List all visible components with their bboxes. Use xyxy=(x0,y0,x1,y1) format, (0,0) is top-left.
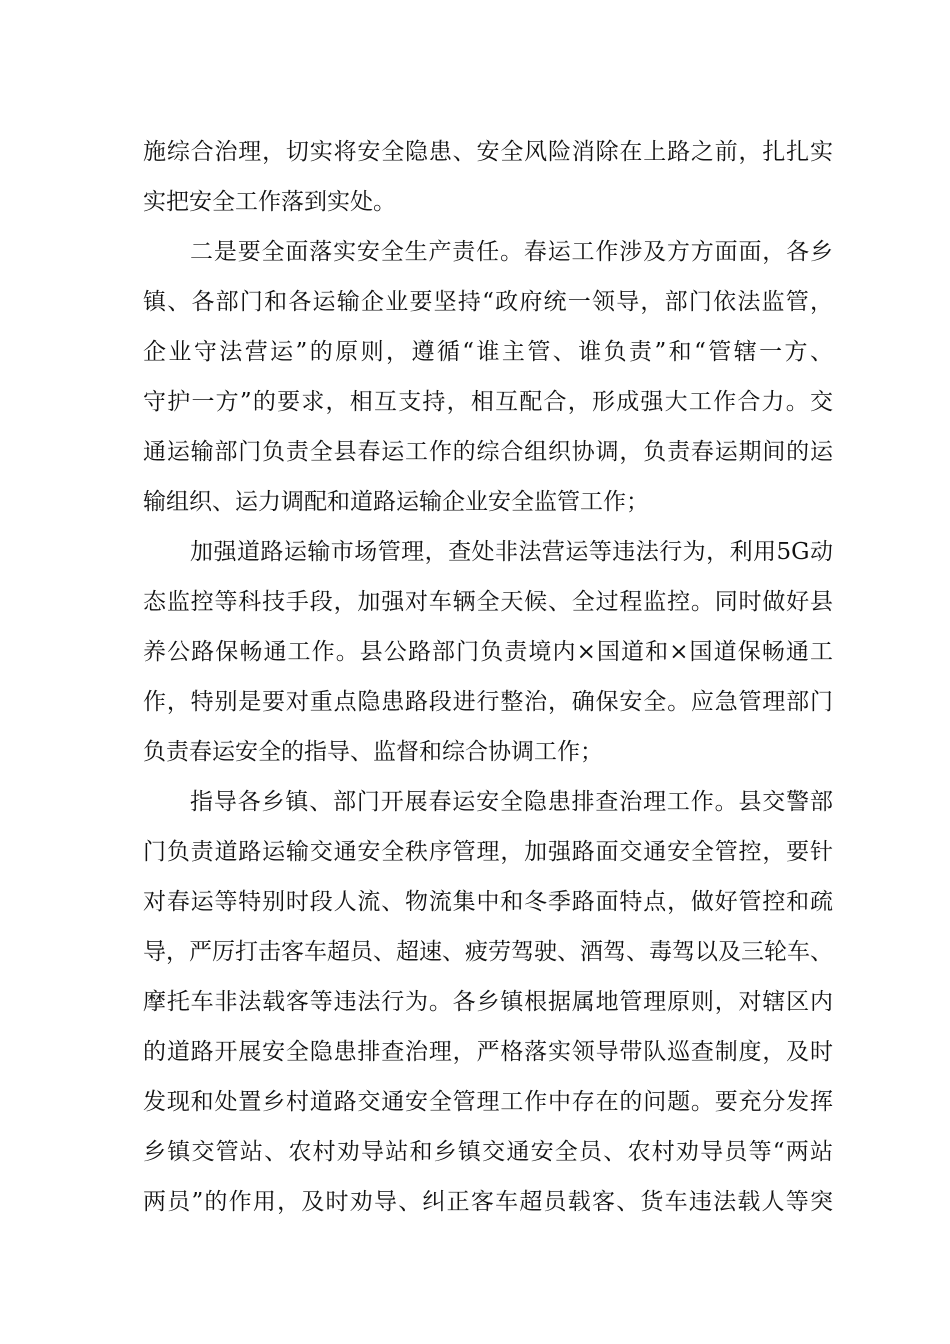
text-line: 的道路开展安全隐患排查治理，严格落实领导带队巡查制度，及时 xyxy=(143,1039,833,1065)
paragraph-first-line: 二是要全面落实安全生产责任。春运工作涉及方方面面，各乡 xyxy=(190,239,833,265)
text-line: 企业守法营运”的原则，遵循“谁主管、谁负责”和“管辖一方、 xyxy=(143,339,833,365)
text-line: 负责春运安全的指导、监督和综合协调工作； xyxy=(143,739,603,765)
text-line: 态监控等科技手段，加强对车辆全天候、全过程监控。同时做好县 xyxy=(143,589,833,615)
text-line: 作，特别是要对重点隐患路段进行整治，确保安全。应急管理部门 xyxy=(143,689,833,715)
text-line: 发现和处置乡村道路交通安全管理工作中存在的问题。要充分发挥 xyxy=(143,1089,833,1115)
text-line: 养公路保畅通工作。县公路部门负责境内×国道和×国道保畅通工 xyxy=(143,639,833,665)
paragraph-first-line: 加强道路运输市场管理，查处非法营运等违法行为，利用5G动 xyxy=(190,539,833,565)
text-line: 两员”的作用，及时劝导、纠正客车超员载客、货车违法载人等突 xyxy=(143,1189,833,1215)
text-line: 输组织、运力调配和道路运输企业安全监管工作； xyxy=(143,489,649,515)
text-line: 乡镇交管站、农村劝导站和乡镇交通安全员、农村劝导员等“两站 xyxy=(143,1139,833,1165)
text-line: 对春运等特别时段人流、物流集中和冬季路面特点，做好管控和疏 xyxy=(143,889,833,915)
text-line: 镇、各部门和各运输企业要坚持“政府统一领导，部门依法监管， xyxy=(143,289,833,315)
paragraph-first-line: 指导各乡镇、部门开展春运安全隐患排查治理工作。县交警部 xyxy=(190,789,833,815)
text-line: 摩托车非法载客等违法行为。各乡镇根据属地管理原则，对辖区内 xyxy=(143,989,833,1015)
text-line: 门负责道路运输交通安全秩序管理，加强路面交通安全管控，要针 xyxy=(143,839,833,865)
text-line: 施综合治理，切实将安全隐患、安全风险消除在上路之前，扎扎实 xyxy=(143,139,833,165)
text-line: 守护一方”的要求，相互支持，相互配合，形成强大工作合力。交 xyxy=(143,389,833,415)
text-line: 实把安全工作落到实处。 xyxy=(143,189,396,215)
text-line: 通运输部门负责全县春运工作的综合组织协调，负责春运期间的运 xyxy=(143,439,833,465)
text-line: 导，严厉打击客车超员、超速、疲劳驾驶、酒驾、毒驾以及三轮车、 xyxy=(143,939,833,965)
